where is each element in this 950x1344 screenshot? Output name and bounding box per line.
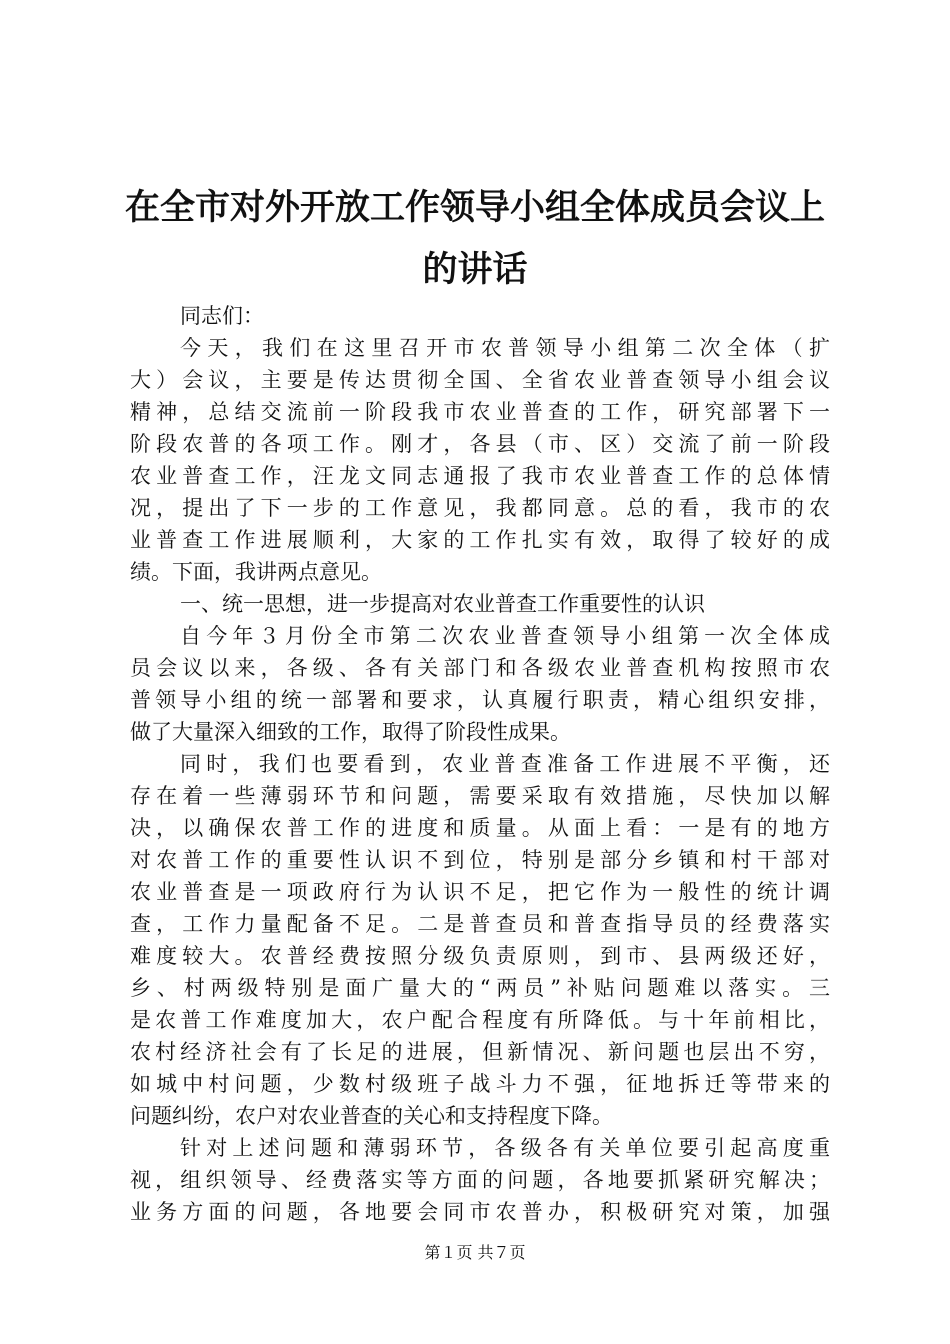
paragraph-line: 农村经济社会有了长足的进展，但新情况、新问题也层出不穷， — [130, 1040, 830, 1064]
document-title-line-2: 的讲话 — [422, 250, 528, 290]
paragraph-line: 决，以确保农普工作的进度和质量。从面上看：一是有的地方 — [130, 816, 830, 840]
paragraph-line: 视，组织领导、经费落实等方面的问题，各地要抓紧研究解决； — [130, 1168, 830, 1192]
page-footer: 第１页 共７页 — [424, 1243, 526, 1262]
paragraph-line: 大）会议，主要是传达贯彻全国、全省农业普查领导小组会议 — [130, 368, 830, 392]
paragraph-line: 况，提出了下一步的工作意见，我都同意。总的看，我市的农 — [130, 496, 830, 520]
paragraph-line: 农业普查工作，汪龙文同志通报了我市农业普查工作的总体情 — [130, 464, 830, 488]
paragraph-line: 问题纠纷，农户对农业普查的关心和支持程度下降。 — [130, 1104, 613, 1128]
paragraph-line: 农业普查是一项政府行为认识不足，把它作为一般性的统计调 — [130, 880, 830, 904]
paragraph-line: 是农普工作难度加大，农户配合程度有所降低。与十年前相比， — [130, 1008, 830, 1032]
paragraph-line: 精神，总结交流前一阶段我市农业普查的工作，研究部署下一 — [130, 400, 830, 424]
paragraph-line: 自今年３月份全市第二次农业普查领导小组第一次全体成 — [180, 624, 830, 648]
paragraph-line: 普领导小组的统一部署和要求，认真履行职责，精心组织安排， — [130, 688, 830, 712]
paragraph-line: 做了大量深入细致的工作，取得了阶段性成果。 — [130, 720, 571, 744]
section-heading: 一、统一思想，进一步提高对农业普查工作重要性的认识 — [180, 592, 705, 616]
paragraph-line: 存在着一些薄弱环节和问题，需要采取有效措施，尽快加以解 — [130, 784, 830, 808]
paragraph-line: 同时，我们也要看到，农业普查准备工作进展不平衡，还 — [180, 752, 830, 776]
document-body — [130, 300, 830, 1228]
paragraph-line: 业普查工作进展顺利，大家的工作扎实有效，取得了较好的成 — [130, 528, 830, 552]
paragraph-line: 针对上述问题和薄弱环节，各级各有关单位要引起高度重 — [180, 1136, 830, 1160]
paragraph-line: 难度较大。农普经费按照分级负责原则，到市、县两级还好， — [130, 944, 830, 968]
paragraph-line: 员会议以来，各级、各有关部门和各级农业普查机构按照市农 — [130, 656, 830, 680]
paragraph-line: 阶段农普的各项工作。刚才，各县（市、区）交流了前一阶段 — [130, 432, 830, 456]
paragraph-line: 绩。下面，我讲两点意见。 — [130, 560, 382, 584]
document-title-line-1: 在全市对外开放工作领导小组全体成员会议上 — [124, 188, 825, 228]
paragraph-line: 今天，我们在这里召开市农普领导小组第二次全体（扩 — [180, 336, 830, 360]
paragraph-line: 对农普工作的重要性认识不到位，特别是部分乡镇和村干部对 — [130, 848, 830, 872]
paragraph-line: 查，工作力量配备不足。二是普查员和普查指导员的经费落实 — [130, 912, 830, 936]
salutation: 同志们： — [180, 304, 264, 328]
paragraph-line: 乡、村两级特别是面广量大的“两员”补贴问题难以落实。三 — [130, 976, 830, 1000]
paragraph-line: 如城中村问题，少数村级班子战斗力不强，征地拆迁等带来的 — [130, 1072, 830, 1096]
paragraph-line: 业务方面的问题，各地要会同市农普办，积极研究对策，加强 — [130, 1200, 830, 1224]
